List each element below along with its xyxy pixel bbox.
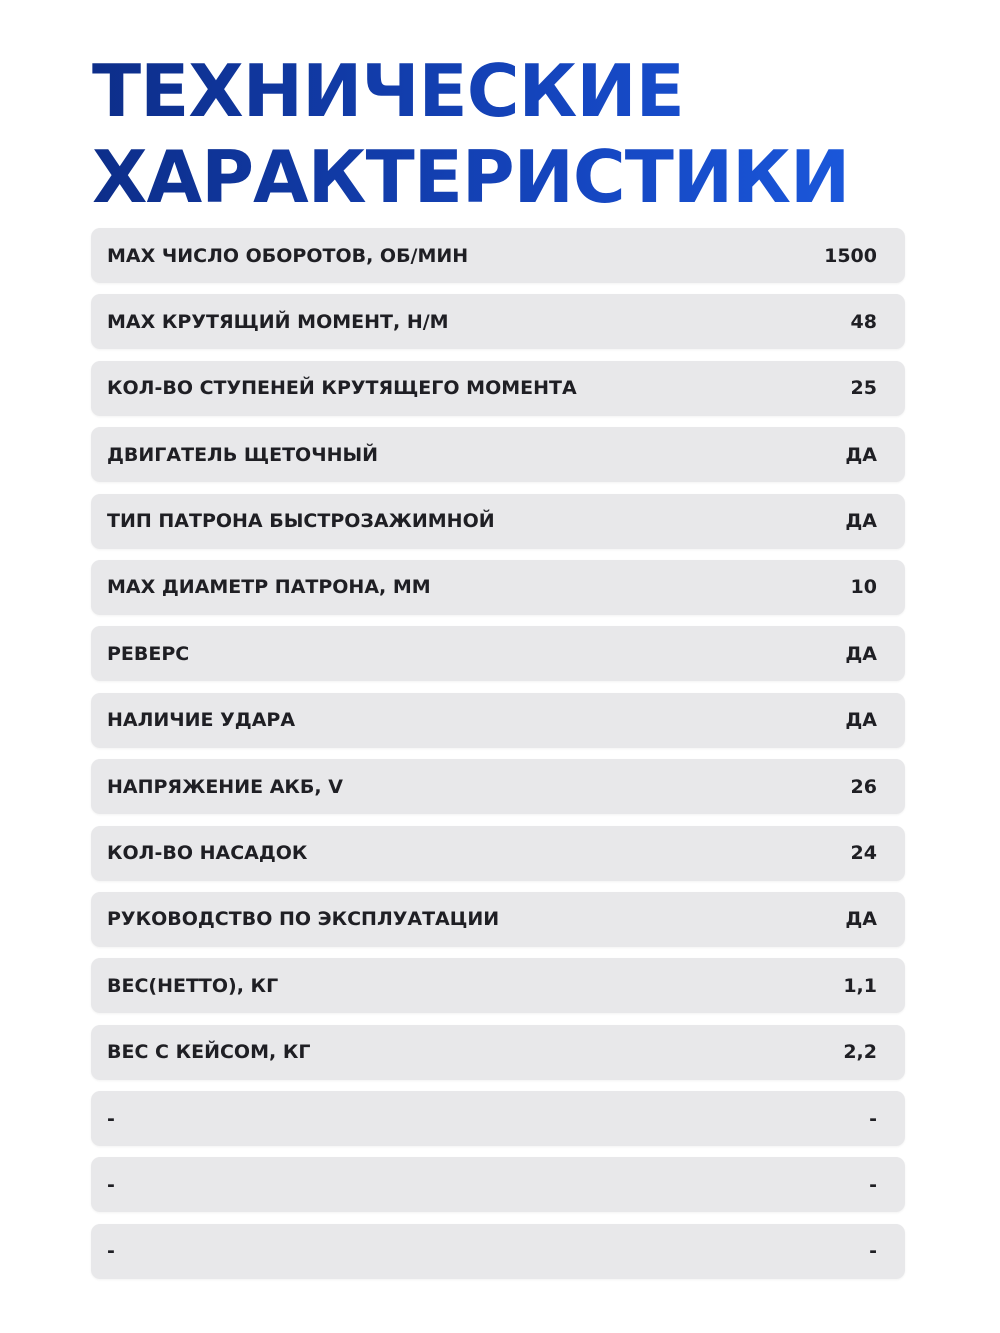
spec-value: 1500 <box>824 244 877 267</box>
spec-value: ДА <box>845 908 877 931</box>
spec-name: MAX ДИАМЕТР ПАТРОНА, ММ <box>107 576 431 599</box>
spec-row <box>91 892 905 947</box>
spec-row <box>91 759 905 814</box>
spec-value: ДА <box>845 709 877 732</box>
spec-name: - <box>107 1107 115 1130</box>
spec-name: РУКОВОДСТВО ПО ЭКСПЛУАТАЦИИ <box>107 908 500 931</box>
spec-row <box>91 228 905 283</box>
spec-name: ТИП ПАТРОНА БЫСТРОЗАЖИМНОЙ <box>107 510 495 533</box>
spec-value: - <box>869 1173 877 1196</box>
spec-value: - <box>869 1107 877 1130</box>
page-title <box>92 48 972 220</box>
spec-name: НАЛИЧИЕ УДАРА <box>107 709 296 732</box>
spec-name: НАПРЯЖЕНИЕ АКБ, V <box>107 775 343 798</box>
spec-value: ДА <box>845 443 877 466</box>
spec-name: MAX ЧИСЛО ОБОРОТОВ, ОБ/МИН <box>107 244 469 267</box>
spec-row <box>91 1224 905 1279</box>
spec-name: КОЛ-ВО СТУПЕНЕЙ КРУТЯЩЕГО МОМЕНТА <box>107 377 577 400</box>
spec-row <box>91 1157 905 1212</box>
spec-value: - <box>869 1240 877 1263</box>
title-line-1: ТЕХНИЧЕСКИЕ <box>92 49 684 133</box>
spec-value: 25 <box>850 377 877 400</box>
title-line-2: ХАРАКТЕРИСТИКИ <box>92 135 850 219</box>
spec-row <box>91 626 905 681</box>
spec-row <box>91 1025 905 1080</box>
spec-row <box>91 693 905 748</box>
spec-value: ДА <box>845 510 877 533</box>
spec-value: 1,1 <box>843 974 877 997</box>
spec-row <box>91 361 905 416</box>
spec-name: MAX КРУТЯЩИЙ МОМЕНТ, Н/М <box>107 310 449 333</box>
spec-name: - <box>107 1173 115 1196</box>
spec-row <box>91 494 905 549</box>
spec-name: - <box>107 1240 115 1263</box>
spec-name: КОЛ-ВО НАСАДОК <box>107 842 308 865</box>
spec-value: 2,2 <box>843 1041 877 1064</box>
spec-name: ВЕС С КЕЙСОМ, КГ <box>107 1041 311 1064</box>
spec-name: ВЕС(НЕТТО), КГ <box>107 974 279 997</box>
spec-value: 24 <box>850 842 877 865</box>
spec-row <box>91 427 905 482</box>
spec-row <box>91 294 905 349</box>
spec-value: ДА <box>845 642 877 665</box>
spec-value: 48 <box>850 310 877 333</box>
spec-row <box>91 560 905 615</box>
spec-name: РЕВЕРС <box>107 642 190 665</box>
spec-row <box>91 958 905 1013</box>
spec-row <box>91 1091 905 1146</box>
spec-value: 10 <box>850 576 877 599</box>
spec-name: ДВИГАТЕЛЬ ЩЕТОЧНЫЙ <box>107 443 379 466</box>
spec-value: 26 <box>850 775 877 798</box>
spec-table <box>91 228 905 1290</box>
spec-row <box>91 826 905 881</box>
